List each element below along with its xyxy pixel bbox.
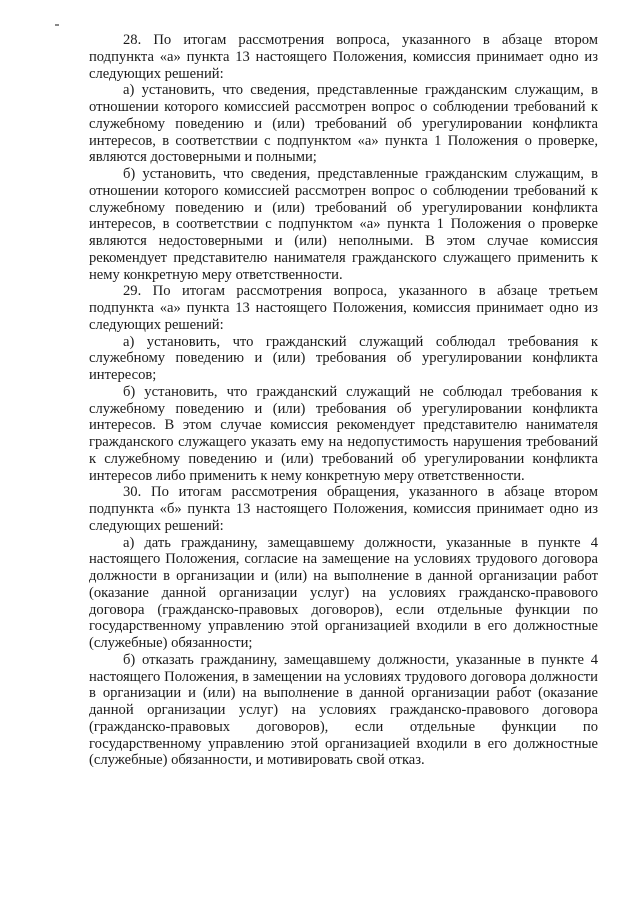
paragraph-28: 28. По итогам рассмотрения вопроса, указанного в абзаце втором подпункта «а» пункта 13 настоящего Положения, комиссия принимает одно из следующих решений: <box>89 32 598 82</box>
paragraph-28-b: б) установить, что сведения, представленные гражданским служащим, в отношении которого комиссией рассмотрен вопрос о соблюдении требований к служебному поведению и (или) требований об урегулировании конфликта интересов, в соответствии с подпунктом «а» пункта 1 Положения о проверке являются недостоверными и (или) неполными. В этом случае комиссия рекомендует представителю нанимателя гражданского служащего применить к нему конкретную меру ответственности. <box>89 166 598 283</box>
paragraph-30-a: а) дать гражданину, замещавшему должности, указанные в пункте 4 настоящего Положения, согласие на замещение на условиях трудового договора должности в организации и (или) на выполнение в данной организации работ (оказание данной организации услуг) на условиях гражданско-правового договора (гражданско-правовых договоров), если отдельные функции по государственному управлению этой организацией входили в его должностные (служебные) обязанности; <box>89 534 598 651</box>
paragraph-30-b: б) отказать гражданину, замещавшему должности, указанные в пункте 4 настоящего Положения, в замещении на условиях трудового договора должности в организации и (или) на выполнение в данной организации работ (оказание данной организации услуг) на условиях гражданско-правового договора (гражданско-правовых договоров), если отдельные функции по государственному управлению этой организацией входили в его должностные (служебные) обязанности, и мотивировать свой отказ. <box>89 651 598 769</box>
scan-mark <box>55 24 59 26</box>
paragraph-30: 30. По итогам рассмотрения обращения, указанного в абзаце втором подпункта «б» пункта 13 настоящего Положения, комиссия принимает одно из следующих решений: <box>89 484 598 534</box>
paragraph-29: 29. По итогам рассмотрения вопроса, указанного в абзаце третьем подпункта «а» пункта 13 настоящего Положения, комиссия принимает одно из следующих решений: <box>89 283 598 333</box>
paragraph-29-a: а) установить, что гражданский служащий соблюдал требования к служебному поведению и (или) требования об урегулировании конфликта интересов; <box>89 333 598 383</box>
paragraph-28-a: а) установить, что сведения, представленные гражданским служащим, в отношении которого комиссией рассмотрен вопрос о соблюдении требований к служебному поведению и (или) требований об урегулировании конфликта интересов, в соответствии с подпунктом «а» пункта 1 Положения о проверке, являются достоверными и полными; <box>89 82 598 166</box>
paragraph-29-b: б) установить, что гражданский служащий не соблюдал требования к служебному поведению и (или) требования об урегулировании конфликта интересов. В этом случае комиссия рекомендует представителю нанимателя гражданского служащего указать ему на недопустимость нарушения требований к служебному поведению и (или) требований об урегулировании конфликта интересов либо применить к нему конкретную меру ответственности. <box>89 383 598 484</box>
document-body <box>89 32 598 769</box>
